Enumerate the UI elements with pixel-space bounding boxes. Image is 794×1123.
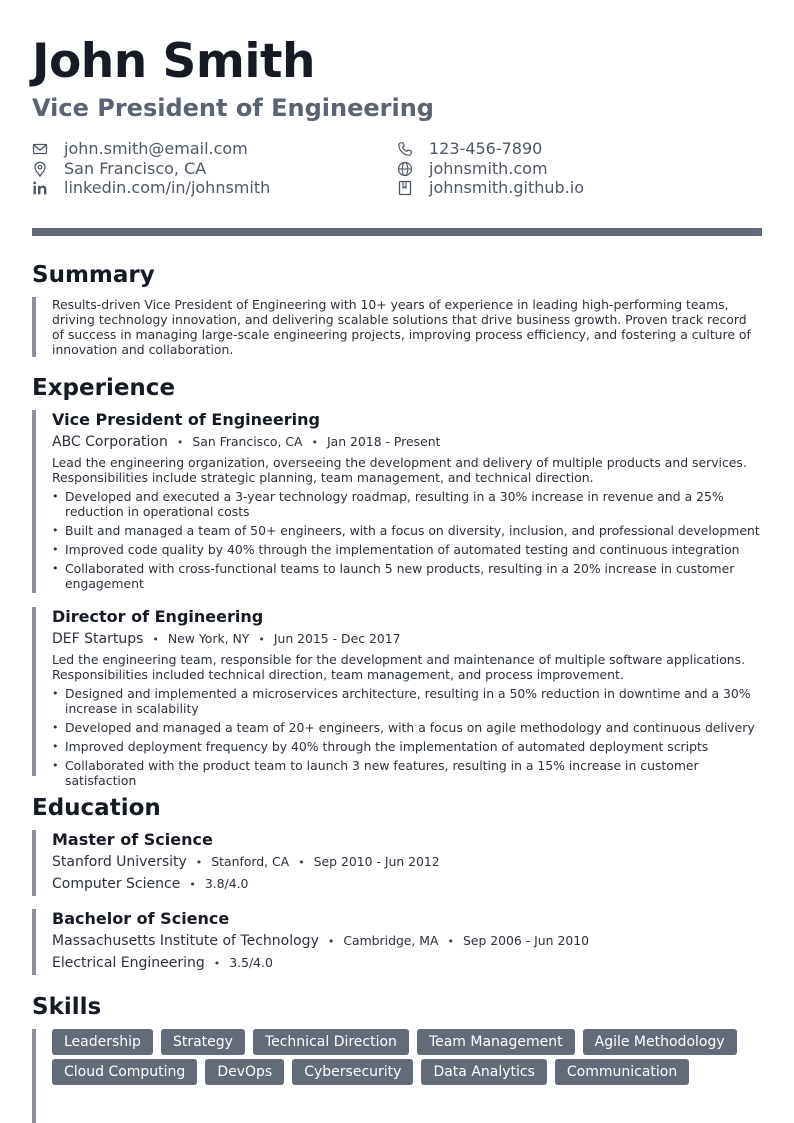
gpa: 3.5/4.0 <box>229 955 273 970</box>
degree-title: Master of Science <box>52 830 213 849</box>
job-company: DEF Startups <box>52 631 144 647</box>
skill-tag: Communication <box>555 1059 689 1085</box>
achievement-item: • Improved deployment frequency by 40% through the implementation of automated deployment scripts <box>52 739 762 754</box>
contact-linkedin-text: linkedin.com/in/johnsmith <box>64 178 271 197</box>
separator-dot: • <box>258 633 265 646</box>
school-location: Stanford, CA <box>211 854 290 869</box>
school-dates: Sep 2010 - Jun 2012 <box>313 854 440 869</box>
achievement-item: • Designed and implemented a microservices architecture, resulting in a 50% reduction in downtime and a 30% increase in scalability <box>52 686 762 716</box>
school-line <box>52 853 762 872</box>
achievement-item: • Developed and managed a team of 20+ engineers, with a focus on agile methodology and continuous delivery <box>52 720 762 735</box>
school-name: Stanford University <box>52 854 187 870</box>
field-line <box>52 875 762 894</box>
job-achievements <box>52 686 762 788</box>
separator-dot: • <box>298 856 305 869</box>
achievement-item: • Built and managed a team of 50+ engineers, with a focus on diversity, inclusion, and professional development <box>52 523 762 538</box>
phone-icon <box>397 141 413 157</box>
field-line <box>52 954 762 973</box>
skill-tag: DevOps <box>205 1059 284 1085</box>
repository-icon <box>397 180 413 196</box>
separator-dot: • <box>189 878 196 891</box>
school-line <box>52 932 762 951</box>
contact-location <box>32 159 206 178</box>
field-of-study: Computer Science <box>52 876 181 892</box>
job-achievements <box>52 489 762 591</box>
job-description: Led the engineering team, responsible for the development and maintenance of multiple software applications. Responsibilities included technical direction, team management, and process improvement. <box>52 652 746 682</box>
skills-block <box>32 1029 762 1123</box>
gpa: 3.8/4.0 <box>204 876 249 891</box>
skill-tag: Agile Methodology <box>583 1029 737 1055</box>
achievement-item: • Collaborated with cross-functional teams to launch 5 new products, resulting in a 20% increase in customer engagement <box>52 561 762 591</box>
summary-block <box>32 297 762 357</box>
contact-linkedin[interactable] <box>32 178 270 197</box>
achievement-item: • Developed and executed a 3-year technology roadmap, resulting in a 30% increase in revenue and a 25% reduction in operational costs <box>52 489 762 519</box>
skills-heading: Skills <box>32 994 102 1020</box>
degree-title: Bachelor of Science <box>52 909 230 928</box>
skill-tag: Data Analytics <box>421 1059 546 1085</box>
separator-dot: • <box>152 633 159 646</box>
job-dates: Jun 2015 - Dec 2017 <box>273 631 401 646</box>
separator-dot: • <box>327 935 335 948</box>
job-meta <box>52 630 762 649</box>
skills-list <box>52 1029 766 1085</box>
mail-icon <box>32 141 48 157</box>
achievement-item: • Collaborated with the product team to launch 3 new features, resulting in a 15% increase in customer satisfaction <box>52 758 762 788</box>
separator-dot: • <box>311 436 318 449</box>
contact-location-text: San Francisco, CA <box>64 159 207 178</box>
skill-tag: Team Management <box>417 1029 575 1055</box>
separator-dot: • <box>195 856 203 869</box>
job-location: New York, NY <box>167 631 250 646</box>
job-company: ABC Corporation <box>52 434 168 450</box>
job-description: Lead the engineering organization, overseeing the development and delivery of multiple products and services. Responsibilities include strategic planning, team management, and technical direction. <box>52 455 747 485</box>
job-meta <box>52 433 762 452</box>
job-entry <box>32 410 762 593</box>
candidate-name: John Smith <box>32 34 315 89</box>
contact-website[interactable] <box>397 159 548 178</box>
education-entry <box>32 909 762 975</box>
skill-tag: Technical Direction <box>253 1029 409 1055</box>
summary-text: Results-driven Vice President of Engineering with 10+ years of experience in leading high-performing teams, driving technology innovation, and delivering scalable solutions that drive business growth. Proven track record of success in managing large-scale engineering projects, improving process efficiency, and fostering a culture of innovation and collaboration. <box>52 297 751 357</box>
job-location: San Francisco, CA <box>192 434 303 449</box>
skill-tag: Strategy <box>161 1029 245 1055</box>
contact-website-text: johnsmith.com <box>429 159 548 178</box>
skill-tag: Leadership <box>52 1029 153 1055</box>
summary-heading: Summary <box>32 262 155 288</box>
job-title: Vice President of Engineering <box>52 410 320 429</box>
contact-phone-text: 123-456-7890 <box>429 139 543 158</box>
school-dates: Sep 2006 - Jun 2010 <box>462 933 589 948</box>
achievement-item: • Improved code quality by 40% through the implementation of automated testing and continuous integration <box>52 542 762 557</box>
experience-heading: Experience <box>32 375 176 401</box>
field-of-study: Electrical Engineering <box>52 955 205 971</box>
globe-icon <box>397 161 413 177</box>
job-title: Director of Engineering <box>52 607 264 626</box>
school-name: Massachusetts Institute of Technology <box>52 933 319 949</box>
linkedin-icon <box>32 180 48 196</box>
job-dates: Jan 2018 - Present <box>327 434 441 449</box>
education-heading: Education <box>32 795 161 821</box>
school-location: Cambridge, MA <box>343 933 439 948</box>
education-entry <box>32 830 762 896</box>
skill-tag: Cloud Computing <box>52 1059 197 1085</box>
contact-github-text: johnsmith.github.io <box>429 178 585 197</box>
separator-dot: • <box>213 957 221 970</box>
header-divider <box>32 228 762 236</box>
candidate-title: Vice President of Engineering <box>32 94 434 122</box>
contact-github[interactable] <box>397 178 584 197</box>
separator-dot: • <box>176 436 184 449</box>
location-pin-icon <box>32 161 48 177</box>
skill-tag: Cybersecurity <box>292 1059 413 1085</box>
job-entry <box>32 607 762 788</box>
contact-phone[interactable] <box>397 139 542 158</box>
contact-email[interactable] <box>32 139 248 158</box>
contact-email-text: john.smith@email.com <box>64 139 248 158</box>
separator-dot: • <box>447 935 454 948</box>
